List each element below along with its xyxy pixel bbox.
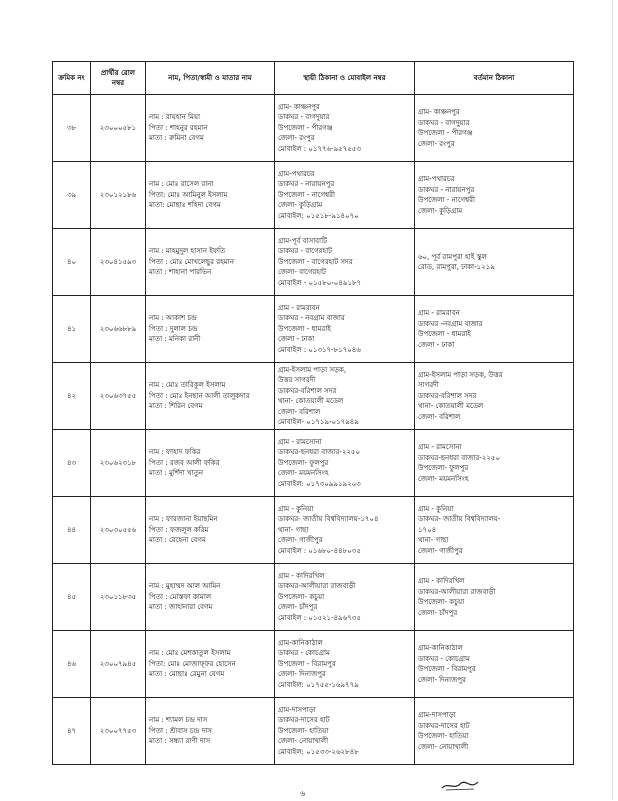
present-address-cell-line: সাগরদী [418, 381, 439, 390]
permanent-address-cell [275, 229, 415, 296]
present-address-cell-line: ডাকঘর - নারায়নপুর [418, 185, 475, 194]
present-address-cell-line: ৬০, পূর্ব রামপুরা হাই স্কুল [418, 252, 487, 261]
present-address-cell-line: গ্রাম-দাসপাড়া [418, 711, 456, 719]
permanent-address-cell-line: জেলা- কুড়িগ্রাম [278, 201, 323, 210]
permanent-address-cell [275, 363, 415, 430]
permanent-address-cell-line: মোবাইল : ০১৬৮০-৪৪৮০৩৫ [278, 546, 361, 555]
permanent-address-cell-line: উপজেলা- ফুলপুর [278, 458, 329, 467]
name-cell-line: মাতা : শাহানা পারভিন [149, 268, 212, 277]
permanent-address-cell-line: জেলা - ঢাকা [278, 335, 315, 344]
permanent-address-cell-line: জেলা- বরিশাল [278, 407, 321, 416]
permanent-address-cell-line: গ্রাম - কুনিয়া [278, 504, 314, 513]
present-address-cell-line: জেলা- বরিশাল [418, 412, 461, 421]
serial-cell: ৩৯ [53, 162, 91, 229]
serial-cell: ৩৮ [53, 95, 91, 162]
permanent-address-cell-line: জেলা- ময়মনসিংহ [278, 469, 329, 478]
table-row [53, 497, 574, 564]
roll-cell: ২৩০০০৫৮১ [91, 95, 146, 162]
present-address-cell-line: উপজেলা - ধামরাই [418, 330, 471, 338]
name-cell-line: পিতা : শ্রীবাস চন্দ্র দাস [149, 726, 212, 735]
present-address-cell-line: ডাকঘর-বরিশাল সদর [418, 391, 477, 400]
header-serial: ক্রমিক নং [53, 62, 91, 95]
serial-cell: ৪১ [53, 296, 91, 363]
permanent-address-cell-line: মোবাইল : ০১৫২১-৪৯৬৭৩৫ [278, 613, 361, 622]
name-cell-line: নাম : মুহাম্মদ আল আমিন [149, 582, 221, 591]
present-address-cell-line: গ্রাম - কাদিরখিল [418, 577, 465, 585]
name-cell-line: পিতা : মোঃ মোখলেছুর রহমান [149, 257, 234, 266]
permanent-address-cell-line: গ্রাম-দাসপাড়া [278, 705, 316, 714]
present-address-cell-line: ডাকঘর-ছনধরা বাজার-২২৫০ [418, 453, 501, 462]
serial-cell: ৪৫ [53, 564, 91, 631]
permanent-address-cell-line: মোবাইল : ০১৩১৭-৮১৭০৪৬ [278, 345, 361, 354]
permanent-address-cell [275, 698, 415, 765]
present-address-cell-line: ডাকঘর- জাতীয় বিশ্ববিদ্যালয়- [418, 515, 501, 524]
table-row [53, 229, 574, 296]
present-address-cell-line: উপজেলা- ফুলপুর [418, 464, 469, 472]
permanent-address-cell-line: জেলা- নোয়াখালী [278, 737, 329, 746]
permanent-address-cell-line: গ্রাম- কাঞ্চনপুর [278, 102, 320, 111]
permanent-address-cell-line: গ্রাম-পূর্ব বাসাবাটি [278, 236, 327, 245]
name-cell-line: নাম : ফাহাদ ফকির [149, 448, 201, 457]
present-address-cell-line: থানা- কোতয়ালী মডেল [418, 402, 484, 411]
permanent-address-cell [275, 162, 415, 229]
permanent-address-cell-line: উপজেলা - ধামরাই [278, 324, 331, 333]
permanent-address-cell-line: মোবাইল - ০১৫৮০-০৪৯১৮৭ [278, 278, 362, 287]
permanent-address-cell [275, 631, 415, 698]
table-row [53, 698, 574, 765]
permanent-address-cell-line: মোবাইল: ০১৫১৮-৯১৪০৭০ [278, 211, 359, 220]
present-address-cell-line: জেলা- দিনাজপুর [418, 675, 466, 684]
present-address-cell-line: জেলা- চাঁদপুর [418, 608, 458, 617]
present-address-cell-line: থানা- গাছা [418, 536, 449, 545]
present-address-cell-line: জেলা- গাজীপুর [418, 546, 463, 555]
present-address-cell-line: জেলা- রংপুর [418, 139, 455, 148]
present-address-cell-line: উপজেলা- হাতিয়া [418, 732, 469, 740]
permanent-address-cell-line: জেলা- রংপুর [278, 134, 315, 143]
name-cell [146, 631, 275, 698]
header-roll: প্রার্থীর রোল নম্বর [91, 62, 146, 95]
roll-cell: ২৩০৩০৫৫৬ [91, 497, 146, 564]
present-address-cell [415, 564, 574, 631]
roll-cell: ২৩০৬৬৮৮৯ [91, 296, 146, 363]
name-cell-line: নাম : রায়হান মিয়া [149, 113, 201, 122]
permanent-address-cell-line: মোবাইল: ০১৭৫৫-১৬৯৭৭৯ [278, 680, 359, 689]
permanent-address-cell-line: গ্রাম-কানিকাঠাল [278, 638, 323, 647]
name-cell-line: মাতা : মোছাঃ রেমুনা বেগম [149, 670, 225, 679]
name-cell [146, 296, 275, 363]
present-address-cell-line: গ্রাম - রামরাবন [418, 309, 460, 317]
present-address-cell-line: জেলা- কুড়িগ্রাম [418, 206, 463, 215]
present-address-cell-line: গ্রাম-কানিকাঠাল [418, 644, 463, 652]
name-cell [146, 229, 275, 296]
present-address-cell-line: ডাকঘর - কোচগ্রাম [418, 654, 470, 663]
name-cell-line: পিতা: মোঃ আমিনুল ইসলাম [149, 190, 228, 199]
table-header-row [53, 62, 574, 95]
present-address-cell-line: গ্রাম-ইসলাম পাড়া সড়ক, উত্তর [418, 370, 503, 379]
present-address-cell [415, 296, 574, 363]
present-address-cell [415, 229, 574, 296]
permanent-address-cell [275, 95, 415, 162]
permanent-address-cell-line: ডাকঘর-বরিশাল সদর [278, 386, 337, 395]
present-address-cell [415, 497, 574, 564]
roll-cell: ২৩০০৭৭৫৩ [91, 698, 146, 765]
present-address-cell [415, 698, 574, 765]
present-address-cell-line: জেলা- ময়মনসিংহ [418, 474, 469, 483]
permanent-address-cell-line: জেলা- দিনাজপুর [278, 670, 326, 679]
permanent-address-cell-line: গ্রাম - রামরাবন [278, 303, 320, 312]
permanent-address-cell-line: উপজেলা - বিরামপুর [278, 659, 336, 668]
present-address-cell-line: ১৭০৪ [418, 525, 437, 534]
name-cell [146, 95, 275, 162]
permanent-address-cell-line: ডাকঘর-দাসের হাট [278, 716, 330, 725]
serial-cell: ৪৬ [53, 631, 91, 698]
name-cell-line: নাম : শ্যামল চন্দ্র দাস [149, 716, 208, 725]
permanent-address-cell-line: উপজেলা - নাগেশ্বরী [278, 190, 335, 199]
name-cell-line: মাতা : রুমিনা বেগম [149, 134, 204, 143]
present-address-cell [415, 631, 574, 698]
present-address-cell-line: উপজেলা- কচুয়া [418, 598, 465, 606]
serial-cell: ৪৩ [53, 430, 91, 497]
present-address-cell-line: গ্রাম- কাঞ্চনপুর [418, 108, 460, 116]
name-cell-line: পিতা : রজব আলী ফকির [149, 458, 220, 467]
table-row [53, 430, 574, 497]
present-address-cell-line: জেলা - ঢাকা [418, 340, 455, 349]
name-cell-line: নাম : মোঃ রাসেল রানা [149, 180, 214, 189]
serial-cell: ৪০ [53, 229, 91, 296]
present-address-cell-line: জেলা- নোয়াখালী [418, 742, 469, 751]
name-cell-line: মাতা : মুর্শিদা খাতুন [149, 469, 204, 478]
present-address-cell-line: ডাকঘর - বাগদুয়ার [418, 118, 470, 127]
roll-cell: ২৩০৬২৩১৮ [91, 430, 146, 497]
permanent-address-cell-line: ডাকঘর-আলীয়ারা রাজবাড়ী [278, 582, 356, 591]
present-address-cell-line: গ্রাম - রামসোনা [418, 443, 462, 451]
name-cell-line: নাম : ফারজানা ইয়াছমিন [149, 515, 218, 524]
permanent-address-cell-line: মোবাইল- ০১৭১৯-০১৭৯৪৯ [278, 418, 359, 426]
permanent-address-cell-line: মোবাইল: ০১৫৩৩-২৬২৮৪৮ [278, 747, 359, 756]
table-row [53, 296, 574, 363]
permanent-address-cell-line: থানা- গাছা [278, 525, 309, 534]
name-cell-line: পিতা : শাহনুর রহমান [149, 123, 208, 132]
permanent-address-cell-line: উপজেলা - পীরগঞ্জ [278, 123, 333, 132]
permanent-address-cell-line: গ্রাম-ইসলাম পাড়া সড়ক, [278, 365, 347, 374]
present-address-cell-line: গ্রাম-পথারচর [418, 175, 455, 183]
name-cell-line: পিতা : দুলাল চন্দ্র [149, 324, 198, 333]
table-row [53, 363, 574, 430]
permanent-address-cell-line: মোবাইল : ০১৭৭৬-৯৫৭৫৫৩ [278, 144, 361, 153]
permanent-address-cell-line: গ্রাম-পথারচর [278, 169, 315, 178]
present-address-cell [415, 95, 574, 162]
table-row [53, 95, 574, 162]
name-cell [146, 698, 275, 765]
permanent-address-cell-line: ডাকঘর-ছনধরা বাজার-২২৫০ [278, 448, 361, 457]
header-permanent-address: স্থায়ী ঠিকানা ও মোবাইল নম্বর [275, 62, 415, 95]
name-cell-line: নাম : আকাশ চন্দ্র [149, 314, 197, 323]
signature-mark [440, 778, 480, 792]
name-cell-line: মাতা : জাহানারা বেগম [149, 603, 213, 612]
name-cell [146, 363, 275, 430]
candidate-table [52, 61, 574, 765]
roll-cell: ২৩০০৭৯৪৫ [91, 631, 146, 698]
permanent-address-cell [275, 497, 415, 564]
name-cell-line: নাম : মোঃ তারিকুল ইসলাম [149, 381, 226, 390]
permanent-address-cell-line: জেলা- বাগেরহাট [278, 268, 326, 277]
name-cell [146, 564, 275, 631]
roll-cell: ২৩০৪১৫৯৩ [91, 229, 146, 296]
permanent-address-cell-line: ডাকঘর - কোচগ্রাম [278, 649, 330, 658]
name-cell-line: মাতা : রেহেনা বেগম [149, 536, 206, 545]
permanent-address-cell-line: গ্রাম - কাদিরখিল [278, 571, 325, 580]
name-cell-line: পিতা : মোস্তফা কামাল [149, 592, 212, 601]
roll-cell: ২৩০১২১৮৬ [91, 162, 146, 229]
permanent-address-cell-line: ডাকঘর - নবগ্রাম বাজার [278, 314, 345, 323]
name-cell-line: মাতা : সন্ধ্যা রাণী দাস [149, 737, 211, 746]
serial-cell: ৪২ [53, 363, 91, 430]
permanent-address-cell-line: গ্রাম - রামসোনা [278, 437, 322, 446]
present-address-cell-line: ডাকঘর-দাসের হাট [418, 721, 470, 730]
roll-cell: ২৩০৬৩৭৫৫ [91, 363, 146, 430]
permanent-address-cell-line: জেলা- গাজীপুর [278, 536, 323, 545]
serial-cell: ৪৭ [53, 698, 91, 765]
name-cell [146, 430, 275, 497]
name-cell-line: মাতা : শিরিন বেগম [149, 402, 203, 411]
permanent-address-cell [275, 430, 415, 497]
permanent-address-cell-line: ডাকঘর- জাতীয় বিশ্ববিদ্যালয়-১৭০৪ [278, 515, 379, 524]
permanent-address-cell-line: ডাকঘর - বাগদুয়ার [278, 113, 330, 122]
name-cell-line: নাম : মোঃ মেশকাতুল ইসলাম [149, 649, 231, 658]
permanent-address-cell-line: ডাকঘর - বাগেরহাট [278, 247, 332, 256]
permanent-address-cell-line: উত্তর সাগরদী [278, 376, 316, 384]
name-cell [146, 497, 275, 564]
present-address-cell-line: গ্রাম - কুনিয়া [418, 504, 454, 513]
permanent-address-cell [275, 564, 415, 631]
permanent-address-cell-line: জেলা- চাঁদপুর [278, 603, 318, 612]
page-number: ৬ [300, 789, 306, 798]
present-address-cell-line: উপজেলা - বিরামপুর [418, 665, 476, 673]
name-cell-line: মাতা: মোছাঃ শহিদা বেগম [149, 201, 221, 210]
present-address-cell [415, 162, 574, 229]
roll-cell: ২৩০১১৮৩৫ [91, 564, 146, 631]
present-address-cell-line: উপজেলা - পীরগঞ্জ [418, 129, 473, 137]
permanent-address-cell-line: থানা- কোতয়ালী মডেল [278, 397, 344, 405]
name-cell-line: পিতা : মোঃ ইনছান আলী তালুকদার [149, 391, 250, 400]
permanent-address-cell-line: উপজেলা- কচুয়া [278, 592, 325, 601]
present-address-cell [415, 430, 574, 497]
table-row [53, 564, 574, 631]
serial-cell: ৪৪ [53, 497, 91, 564]
page-edge [612, 0, 613, 800]
name-cell-line: পিতা: মোঃ মোজাফ্‌ফর হোসেন [149, 659, 236, 668]
table-row [53, 162, 574, 229]
present-address-cell-line: ডাকঘর -নবগ্রাম বাজার [418, 319, 483, 328]
permanent-address-cell-line: ডাকঘর - নারায়নপুর [278, 180, 335, 189]
present-address-cell [415, 363, 574, 430]
table-row [53, 631, 574, 698]
permanent-address-cell [275, 296, 415, 363]
header-present-address: বর্তমান ঠিকানা [415, 62, 574, 95]
name-cell-line: নাম : মাহমুদুল হাসান ইফতি [149, 247, 226, 256]
name-cell-line: পিতা : ফজলুল করিম [149, 525, 209, 534]
permanent-address-cell-line: উপজেলা- হাতিয়া [278, 726, 329, 735]
permanent-address-cell-line: উপজেলা - বাগেরহাট সদর [278, 257, 353, 266]
present-address-cell-line: রোড, রামপুরা, ঢাকা-১২১৯ [418, 263, 495, 271]
name-cell [146, 162, 275, 229]
present-address-cell-line: উপজেলা - নাগেশ্বরী [418, 196, 475, 204]
header-name: নাম, পিতা/স্বামী ও মাতার নাম [146, 62, 275, 95]
present-address-cell-line: ডাকঘর-আলীয়ারা রাজবাড়ী [418, 587, 496, 596]
permanent-address-cell-line: মোবাইল: ০১৭৩০৯৯১৯২০৩ [278, 479, 361, 488]
name-cell-line: মাতা : মনিকা রানী [149, 335, 201, 344]
